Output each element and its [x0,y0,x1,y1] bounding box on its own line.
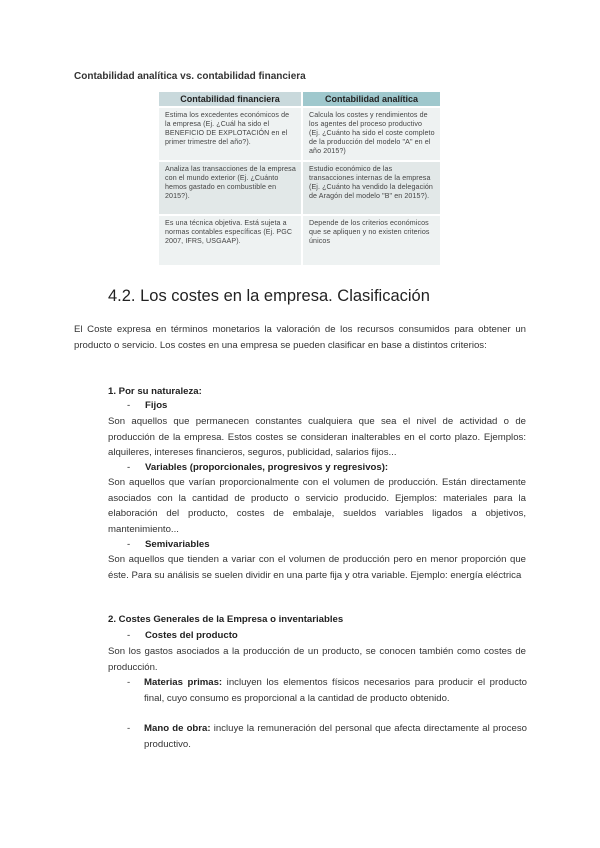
item-text: incluyen los elementos físicos necesarios para producir el producto final, cuyo consumo es proporcional a la cantidad de producto obtenido. [144,677,528,704]
table-cell: Calcula los costes y rendimientos de los agentes del proceso productivo (Ej. ¿Cuánto ha sido el coste completo de la producción del modelo "A" en el año 2015?) [302,107,441,161]
item-label: Semivariables [145,539,210,550]
list-item-fijos [127,398,167,414]
intro-paragraph: El Coste expresa en términos monetarios la valoración de los recursos consumidos para obtener un producto o servicio. Los costes en una empresa se pueden clasificar en base a distintos criterios: [74,324,526,351]
dash-bullet: - [127,400,131,411]
table-cell: Es una técnica objetiva. Está sujeta a normas contables específicas (Ej. PGC 2007, IFRS, USGAAP). [159,215,302,265]
item-label: Costes del producto [145,630,238,641]
dash-bullet: - [127,723,131,734]
table-header-row [159,92,441,107]
dash-bullet: - [127,462,131,473]
item-label: Mano de obra: [144,723,211,734]
item-label: Fijos [145,400,168,411]
dash-bullet: - [127,630,131,641]
costes-producto-paragraph: Son los gastos asociados a la producción de un producto, se conocen también como costes de producción. [108,646,526,673]
list-item-costes-producto [127,628,238,644]
list-item-variables [127,460,388,476]
table-cell: Estudio económico de las transacciones internas de la empresa (Ej. ¿Cuánto ha vendido la delegación de Aragón del modelo "B" en 2015?). [302,161,441,215]
dash-bullet: - [127,677,131,688]
item-label: Materias primas: [144,677,223,688]
variables-paragraph: Son aquellos que varían proporcionalmente con el volumen de producción. Están directamente asociados con la cantidad de producto o servicio producido. Ejemplos: materiales para la elaboración del producto, costes de embalaje, sueldos variables ligados a objetivos, mantenimiento... [108,477,526,535]
list-item-mano-obra [127,721,527,752]
table-cell: Depende de los criterios económicos que se apliquen y no existen criterios únicos [302,215,441,265]
header-analitica: Contabilidad analítica [302,92,441,107]
section1-title: 1. Por su naturaleza: [108,386,202,397]
table-cell: Analiza las transacciones de la empresa con el mundo exterior (Ej. ¿Cuánto hemos gastado en combustible en 2015?). [159,161,302,215]
item-label: Variables (proporcionales, progresivos y regresivos): [145,462,389,473]
table-row [159,215,441,265]
section-heading: 4.2. Los costes en la empresa. Clasificación [108,287,430,305]
dash-bullet: - [127,539,131,550]
comparison-table [159,92,442,265]
semivariables-paragraph: Son aquellos que tienden a variar con el volumen de producción pero en menor proporción que éste. Para su análisis se suelen dividir en una parte fija y otra variable. Ejemplo: energía eléctrica [108,554,526,581]
item-text: incluye la remuneración del personal que afecta directamente al proceso productivo. [144,723,527,750]
table-row [159,107,441,161]
table-caption: Contabilidad analítica vs. contabilidad financiera [74,71,306,82]
section2-title: 2. Costes Generales de la Empresa o inventariables [108,614,344,625]
list-item-semivariables [127,537,210,553]
fijos-paragraph: Son aquellos que permanecen constantes cualquiera que sea el nivel de actividad o de producción de la empresa. Estos costes se consideran inalterables en el corto plazo. Ejemplos: alquileres, intereses financieros, seguros, publicidad, salarios fijos... [108,416,526,459]
table-row [159,161,441,215]
table-cell: Estima los excedentes económicos de la empresa (Ej. ¿Cuál ha sido el BENEFICIO DE EXPLOTACIÓN en el primer trimestre del año?). [159,107,302,161]
list-item-materias-primas [127,675,527,706]
header-financiera: Contabilidad financiera [159,92,302,107]
